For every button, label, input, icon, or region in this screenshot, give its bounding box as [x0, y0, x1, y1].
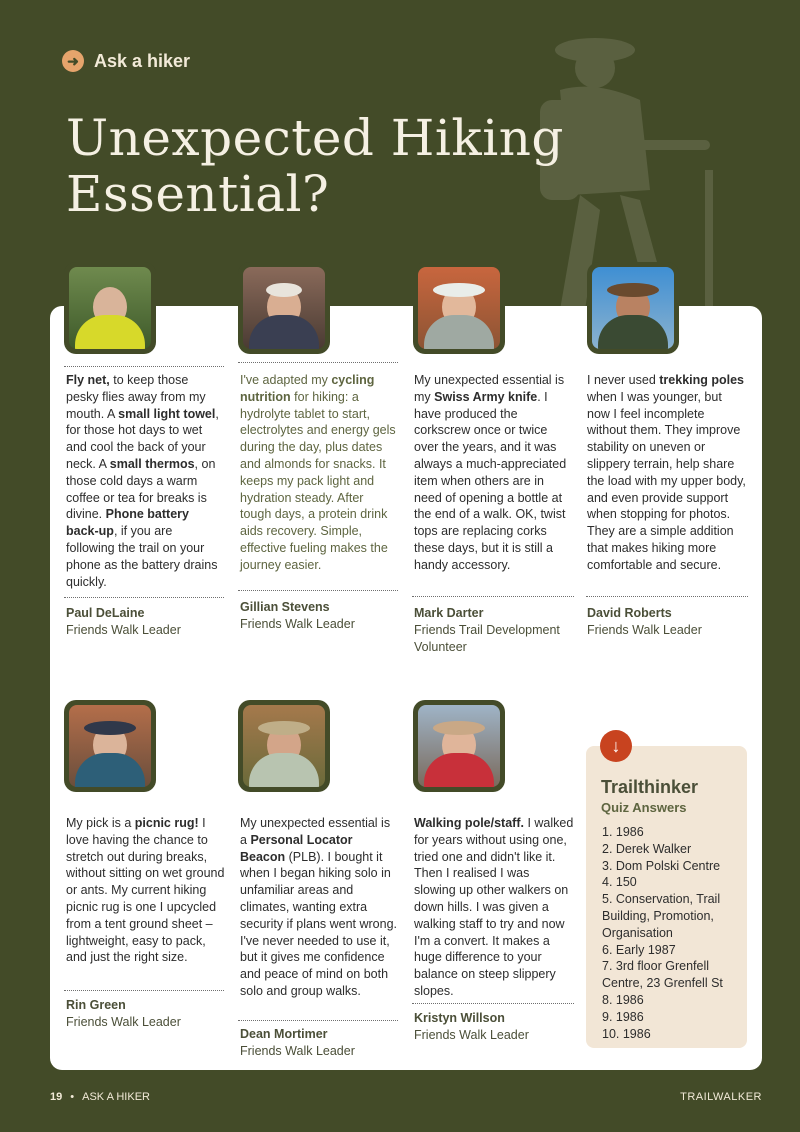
entry-role: Friends Trail Development Volunteer: [414, 623, 560, 654]
divider: [64, 366, 224, 367]
divider: [64, 597, 224, 598]
quiz-answer: 10. 1986: [602, 1026, 651, 1041]
quiz-answer: 5. Conservation, Trail Building, Promotion, Organisation: [602, 892, 721, 940]
section-label: Ask a hiker: [94, 50, 191, 71]
footer-left: [50, 1091, 150, 1103]
avatar-david-roberts: [587, 262, 679, 354]
quiz-title: Trailthinker: [601, 777, 699, 797]
arrow-right-icon: ➜: [62, 50, 84, 72]
footer-section: ASK A HIKER: [82, 1091, 150, 1103]
page-title: [66, 110, 564, 222]
avatar-paul-delaine: [64, 262, 156, 354]
quiz-answer: 6. Early 1987: [602, 942, 676, 957]
entry-name: David Roberts: [587, 606, 672, 620]
divider: [238, 1020, 398, 1021]
avatar-rin-green: [64, 700, 156, 792]
quiz-answer: 7. 3rd floor Grenfell Centre, 23 Grenfell St: [602, 959, 723, 991]
entry-name: Dean Mortimer: [240, 1027, 328, 1041]
entry-role: Friends Walk Leader: [414, 1028, 529, 1042]
quiz-answer: 3. Dom Polski Centre: [602, 858, 721, 873]
divider: [586, 596, 748, 597]
entry-role: Friends Walk Leader: [240, 1044, 355, 1058]
divider: [238, 362, 398, 363]
divider: [412, 596, 574, 597]
entry-quote-gillian: I've adapted my cycling nutrition for hiking: a hydrolyte tablet to start, electrolytes and energy gels during the day, plus dates and almonds for snacks. It keeps my pack light and hydration steady. After tough days, a protein drink aids recovery. Simple, effective fueling makes the journey easier.: [240, 373, 396, 572]
page-number: 19: [50, 1091, 63, 1103]
quiz-subtitle: Quiz Answers: [601, 800, 687, 815]
entry-name: Rin Green: [66, 998, 126, 1012]
entry-name: Mark Darter: [414, 606, 484, 620]
entry-name: Kristyn Willson: [414, 1011, 505, 1025]
quiz-answer: 1. 1986: [602, 825, 644, 839]
title-line-1: Unexpected Hiking: [66, 109, 564, 167]
divider: [64, 990, 224, 991]
entry-role: Friends Walk Leader: [66, 1015, 181, 1029]
entry-quote-david: I never used trekking poles when I was younger, but now I feel incomplete without them. They improve stability on uneven or slippery terrain, help share the load with my upper body, and even provide support when stopping for photos. They are a simple addition that makes hiking more comfortable and secure.: [587, 373, 746, 572]
entry-role: Friends Walk Leader: [66, 623, 181, 637]
arrow-down-icon: ↓: [600, 730, 632, 762]
entry-quote-rin: My pick is a picnic rug! I love having the chance to stretch out during breaks, without sitting on wet ground or ants. My current hiking picnic rug is one I upcycled from a tent ground sheet – lightweight, easy to pack, and just the right size.: [66, 816, 225, 965]
avatar-kristyn-willson: [413, 700, 505, 792]
entry-quote-mark: My unexpected essential is my Swiss Army knife. I have produced the corkscrew once or twice over the years, and it was always a much-appreciated item when others are in need of opening a bottle at the end of a walk. OK, twist tops are replacing corks these days, but it is still a handy accessory.: [414, 373, 567, 572]
quiz-answer: 8. 1986: [602, 992, 644, 1007]
divider: [412, 1003, 574, 1004]
avatar-mark-darter: [413, 262, 505, 354]
footer-separator: •: [70, 1091, 75, 1103]
avatar-gillian-stevens: [238, 262, 330, 354]
divider: [238, 590, 398, 591]
quiz-answer: 2. Derek Walker: [602, 841, 692, 856]
entry-quote-paul: Fly net, to keep those pesky flies away from my mouth. A small light towel, for those hot days to wet and cool the back of your neck. A small thermos, on those cold days a warm coffee or tea for breaks is divine. Phone battery back-up, if you are following the trail on your phone as the battery drains quickly.: [66, 373, 219, 589]
entry-quote-dean: My unexpected essential is a Personal Locator Beacon (PLB). I bought it when I began hiking solo in unfamiliar areas and climates, wanting extra security if plans went wrong. I've never needed to use it, but it gives me confidence and peace of mind on both solo and group walks.: [240, 816, 398, 998]
section-tag: [62, 50, 190, 72]
entry-name: Gillian Stevens: [240, 600, 330, 614]
entry-name: Paul DeLaine: [66, 606, 145, 620]
avatar-dean-mortimer: [238, 700, 330, 792]
quiz-answer: 9. 1986: [602, 1009, 644, 1024]
quiz-answer-list: [602, 824, 742, 1042]
quiz-answer: 4. 150: [602, 875, 637, 890]
entry-role: Friends Walk Leader: [240, 617, 355, 631]
entry-quote-kristyn: Walking pole/staff. I walked for years without using one, tried one and didn't like it. Then I realised I was slowing up other walkers on down hills. I was given a walking staff to try and now I'm a convert. It makes a huge difference to your balance on steep slippery slopes.: [414, 816, 574, 998]
entry-role: Friends Walk Leader: [587, 623, 702, 637]
footer-magazine-name: TRAILWALKER: [680, 1091, 762, 1103]
title-line-2: Essential?: [66, 165, 330, 223]
